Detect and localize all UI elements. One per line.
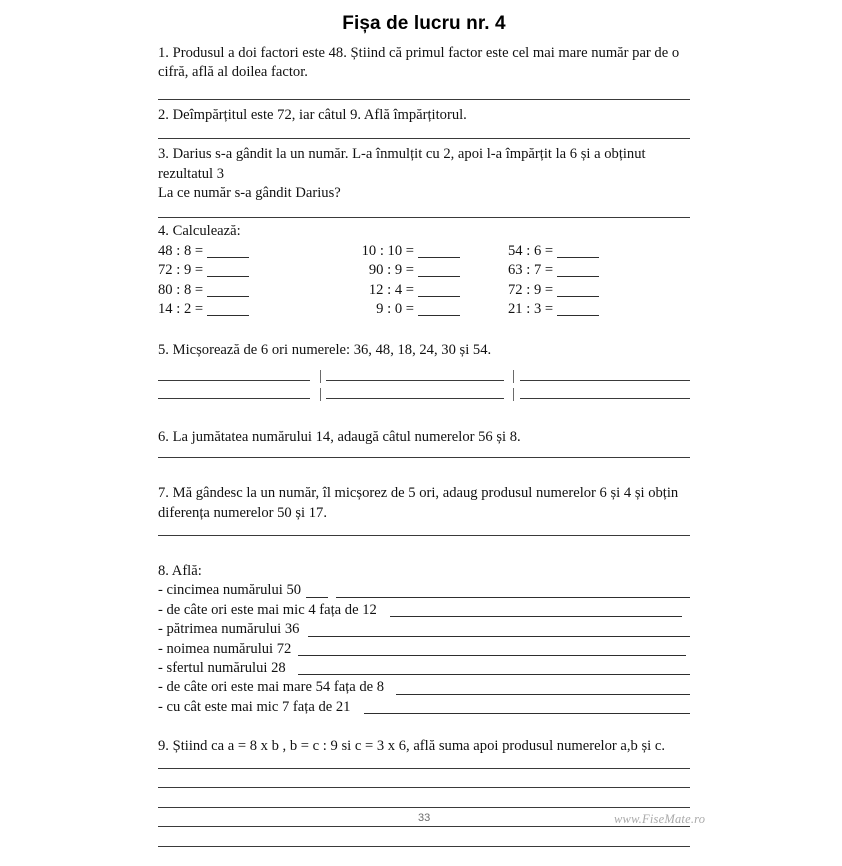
list-item <box>158 698 690 717</box>
exercise-7-line-2: diferența numerelor 50 și 17. <box>158 504 327 521</box>
calc-cell-c1 <box>158 242 249 261</box>
item-label: - cincimea numărului 50 <box>158 582 302 599</box>
exercise-6-text: 6. La jumătatea numărului 14, adaugă câtul numerelor 56 și 8. <box>158 428 521 445</box>
list-item <box>158 601 690 620</box>
calc-row <box>158 300 690 319</box>
calc-expression: 80 : 8 = <box>158 281 204 298</box>
calc-expression: 48 : 8 = <box>158 242 204 259</box>
calc-cell-c3 <box>508 281 599 300</box>
list-item <box>158 620 690 639</box>
item-label: - noimea numărului 72 <box>158 640 292 657</box>
calc-expression: 10 : 10 = <box>361 242 414 259</box>
calc-expression: 72 : 9 = <box>158 262 204 279</box>
answer-blank[interactable] <box>418 296 460 297</box>
exercise-4-title: 4. Calculează: <box>158 223 241 240</box>
grid-divider <box>320 388 321 401</box>
calc-cell-c3 <box>508 242 599 261</box>
answer-line[interactable] <box>326 380 504 381</box>
item-label: - sfertul numărului 28 <box>158 660 286 676</box>
answer-blank[interactable] <box>418 276 460 277</box>
exercise-9-text: 9. Știind ca a = 8 x b , b = c : 9 si c = 3 x 6, află suma apoi produsul numerelor a,b și c. <box>158 738 665 755</box>
answer-blank[interactable] <box>207 296 249 297</box>
answer-line-segment[interactable] <box>306 597 328 598</box>
list-item <box>158 640 690 659</box>
answer-line[interactable] <box>298 655 686 656</box>
worksheet-content <box>158 0 690 866</box>
exercise-5-answer-grid <box>158 366 690 406</box>
grid-divider <box>320 370 321 383</box>
answer-line[interactable] <box>396 694 690 695</box>
calc-cell-c2 <box>330 281 460 300</box>
answer-blank[interactable] <box>207 257 249 258</box>
calc-cell-c1 <box>158 261 249 280</box>
item-label: - de câte ori este mai mic 4 fața de 12 <box>158 601 377 618</box>
exercise-7-line-1: 7. Mă gândesc la un număr, îl micșorez de 5 ori, adaug produsul numerelor 6 și 4 și obțin <box>158 485 679 502</box>
answer-blank[interactable] <box>557 296 599 297</box>
answer-line[interactable] <box>158 807 690 808</box>
exercise-2-text: 2. Deîmpărțitul este 72, iar câtul 9. Află împărțitorul. <box>158 106 467 123</box>
answer-line[interactable] <box>158 380 310 381</box>
item-label: - pătrimea numărului 36 <box>158 621 300 638</box>
calc-row <box>158 242 690 261</box>
exercise-5-text: 5. Micșorează de 6 ori numerele: 36, 48, 18, 24, 30 și 54. <box>158 342 492 359</box>
calc-cell-c1 <box>158 300 249 319</box>
answer-line[interactable] <box>298 674 690 675</box>
site-watermark: www.FiseMate.ro <box>614 812 706 826</box>
list-item <box>158 659 690 678</box>
answer-line[interactable] <box>158 787 690 788</box>
grid-divider <box>513 370 514 383</box>
answer-line[interactable] <box>364 713 690 714</box>
calc-expression: 21 : 3 = <box>508 301 554 318</box>
calc-cell-c3 <box>508 261 599 280</box>
calc-row <box>158 281 690 300</box>
calc-row <box>158 261 690 280</box>
calc-cell-c2 <box>330 300 460 319</box>
answer-line[interactable] <box>326 398 504 399</box>
item-label: - cu cât este mai mic 7 fața de 21 <box>158 698 351 715</box>
answer-line[interactable] <box>158 398 310 399</box>
answer-blank[interactable] <box>207 315 249 316</box>
calc-cell-c1 <box>158 281 249 300</box>
calc-expression: 12 : 4 = <box>368 281 414 298</box>
answer-blank[interactable] <box>557 276 599 277</box>
answer-line[interactable] <box>390 616 682 617</box>
calc-expression: 9 : 0 = <box>376 301 414 318</box>
item-label: - de câte ori este mai mare 54 fața de 8 <box>158 679 385 696</box>
grid-divider <box>513 388 514 401</box>
answer-line[interactable] <box>336 597 690 598</box>
answer-blank[interactable] <box>418 315 460 316</box>
answer-line[interactable] <box>158 846 690 847</box>
answer-line[interactable] <box>158 768 690 769</box>
list-item <box>158 581 690 600</box>
answer-line[interactable] <box>308 636 690 637</box>
exercise-3-line-2: La ce număr s-a gândit Darius? <box>158 185 341 202</box>
exercise-8-title: 8. Află: <box>158 563 202 580</box>
calc-expression: 14 : 2 = <box>158 301 204 318</box>
calc-cell-c2 <box>330 261 460 280</box>
calc-expression: 63 : 7 = <box>508 262 554 279</box>
page-number: 33 <box>418 812 431 824</box>
calc-expression: 90 : 9 = <box>368 262 414 279</box>
page-footer <box>0 812 842 842</box>
answer-blank[interactable] <box>557 315 599 316</box>
answer-line[interactable] <box>520 380 690 381</box>
answer-blank[interactable] <box>557 257 599 258</box>
exercise-8-list <box>158 581 690 717</box>
exercise-1-text: 1. Produsul a doi factori este 48. Știind că primul factor este cel mai mare număr par de o cifră, află al doilea factor. <box>158 45 680 81</box>
answer-blank[interactable] <box>207 276 249 277</box>
list-item <box>158 678 690 697</box>
exercise-4-grid <box>158 242 690 320</box>
calc-cell-c3 <box>508 300 599 319</box>
page-title: Fișa de lucru nr. 4 <box>342 13 506 34</box>
calc-expression: 54 : 6 = <box>508 242 554 259</box>
calc-expression: 72 : 9 = <box>508 281 554 298</box>
answer-line[interactable] <box>520 398 690 399</box>
calc-cell-c2 <box>330 242 460 261</box>
exercise-3-line-1: 3. Darius s-a gândit la un număr. L-a înmulțit cu 2, apoi l-a împărțit la 6 și a obținut rezultatul 3 <box>158 146 646 182</box>
answer-blank[interactable] <box>418 257 460 258</box>
